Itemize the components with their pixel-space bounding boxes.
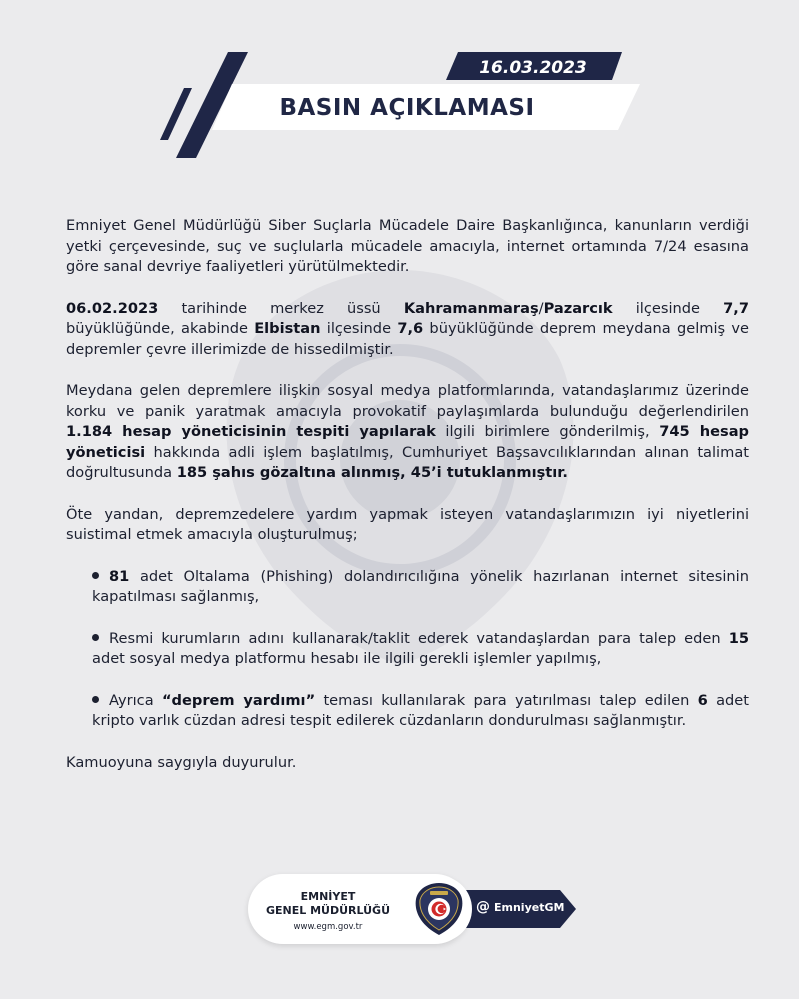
count-crypto-wallets: 6 [697, 691, 708, 709]
text-segment: hakkında adli işlem başlatılmış, Cumhuriyet Başsavcılıklarından alınan talimat doğrultusunda [66, 443, 749, 481]
organization-name-line2: GENEL MÜDÜRLÜĞÜ [265, 904, 391, 917]
text-segment: / [538, 299, 544, 317]
bullet-icon [92, 634, 99, 641]
text-segment: adet kripto varlık cüzdan adresi tespit edilerek cüzdanların dondurulması sağlanmıştır. [92, 691, 749, 729]
paragraph-earthquake [66, 299, 749, 361]
list-item-crypto [66, 691, 749, 732]
highlight-detentions: 185 şahıs gözaltına alınmış, 45’i tutuklanmıştır. [176, 464, 568, 481]
text-segment: Meydana gelen depremlere ilişkin sosyal medya platformlarında, vatandaşlarımız üzerinde korku ve panik yaratmak amacıyla provokatif paylaşımlarda bulunduğu değerlendirilen [66, 382, 749, 420]
page-title: BASIN AÇIKLAMASI [279, 95, 535, 121]
egm-logo [406, 876, 472, 942]
social-handle-badge[interactable] [464, 890, 576, 928]
text-segment: büyüklüğünde deprem meydana gelmiş ve depremler çevre illerimizde de hissedilmiştir. [66, 320, 750, 358]
earthquake-date: 06.02.2023 [66, 299, 159, 317]
press-release-body [66, 216, 749, 773]
highlight-theme: “deprem yardımı” [161, 691, 316, 709]
list-item-impersonation [66, 629, 749, 670]
count-phishing-sites: 81 [109, 567, 130, 585]
magnitude-second: 7,6 [397, 320, 424, 337]
police-badge-icon [414, 881, 464, 937]
text-segment: adet sosyal medya platformu hesabı ile ilgili gerekli işlemler yapılmış, [92, 650, 602, 667]
paragraph-moreover: Öte yandan, depremzedelere yardım yapmak isteyen vatandaşlarımızın iyi niyetlerini suistimal etmek amacıyla oluşturulmuş; [66, 505, 749, 543]
text-segment: büyüklüğünde, akabinde [66, 320, 255, 337]
paragraph-social-media [66, 381, 749, 484]
text-segment: Resmi kurumların adını kullanarak/taklit ederek vatandaşlardan para talep eden [109, 629, 729, 647]
text-segment: ilçesinde [320, 320, 398, 337]
text-segment: Ayrıca [109, 691, 162, 709]
place-elbistan: Elbistan [254, 320, 321, 337]
text-segment: ilgili birimlere gönderilmiş, [435, 423, 660, 440]
highlight-accounts-identified: 1.184 hesap yöneticisinin tespiti yapılarak [66, 423, 436, 440]
paragraph-closing: Kamuoyuna saygıyla duyurulur. [66, 753, 297, 771]
text-segment: tarihinde merkez üssü [158, 299, 404, 317]
highlight-accounts-prosecuted: 745 hesap yöneticisi [66, 423, 749, 461]
press-date: 16.03.2023 [479, 58, 587, 78]
footer [248, 870, 588, 950]
count-impersonating-accounts: 15 [728, 629, 749, 647]
magnitude-first: 7,7 [723, 299, 749, 317]
social-handle: EmniyetGM [494, 901, 565, 914]
place-pazarcik: Pazarcık [543, 299, 613, 317]
header-slash-thin [160, 88, 192, 140]
list-item-phishing [66, 567, 749, 608]
at-icon: @ [476, 899, 490, 915]
place-kahramanmaras: Kahramanmaraş [403, 299, 539, 317]
organization-name-line1: EMNİYET [300, 890, 356, 903]
text-segment: teması kullanılarak para yatırılması talep edilen [315, 691, 698, 709]
bullet-icon [92, 572, 99, 579]
organization-name [258, 890, 398, 918]
bullet-icon [92, 696, 99, 703]
paragraph-intro: Emniyet Genel Müdürlüğü Siber Suçlarla Mücadele Daire Başkanlığınca, kanunların verdiği yetki çerçevesinde, suç ve suçlularla mücadele amacıyla, internet ortamında 7/24 esasına göre sanal devriye faaliyetleri yürütülmektedir. [66, 217, 749, 275]
header [0, 0, 799, 180]
text-segment: adet Oltalama (Phishing) dolandırıcılığına yönelik hazırlanan internet sitesinin kapatılması sağlanmış, [92, 567, 749, 605]
website-link[interactable]: www.egm.gov.tr [293, 922, 363, 932]
text-segment: ilçesinde [612, 299, 724, 317]
